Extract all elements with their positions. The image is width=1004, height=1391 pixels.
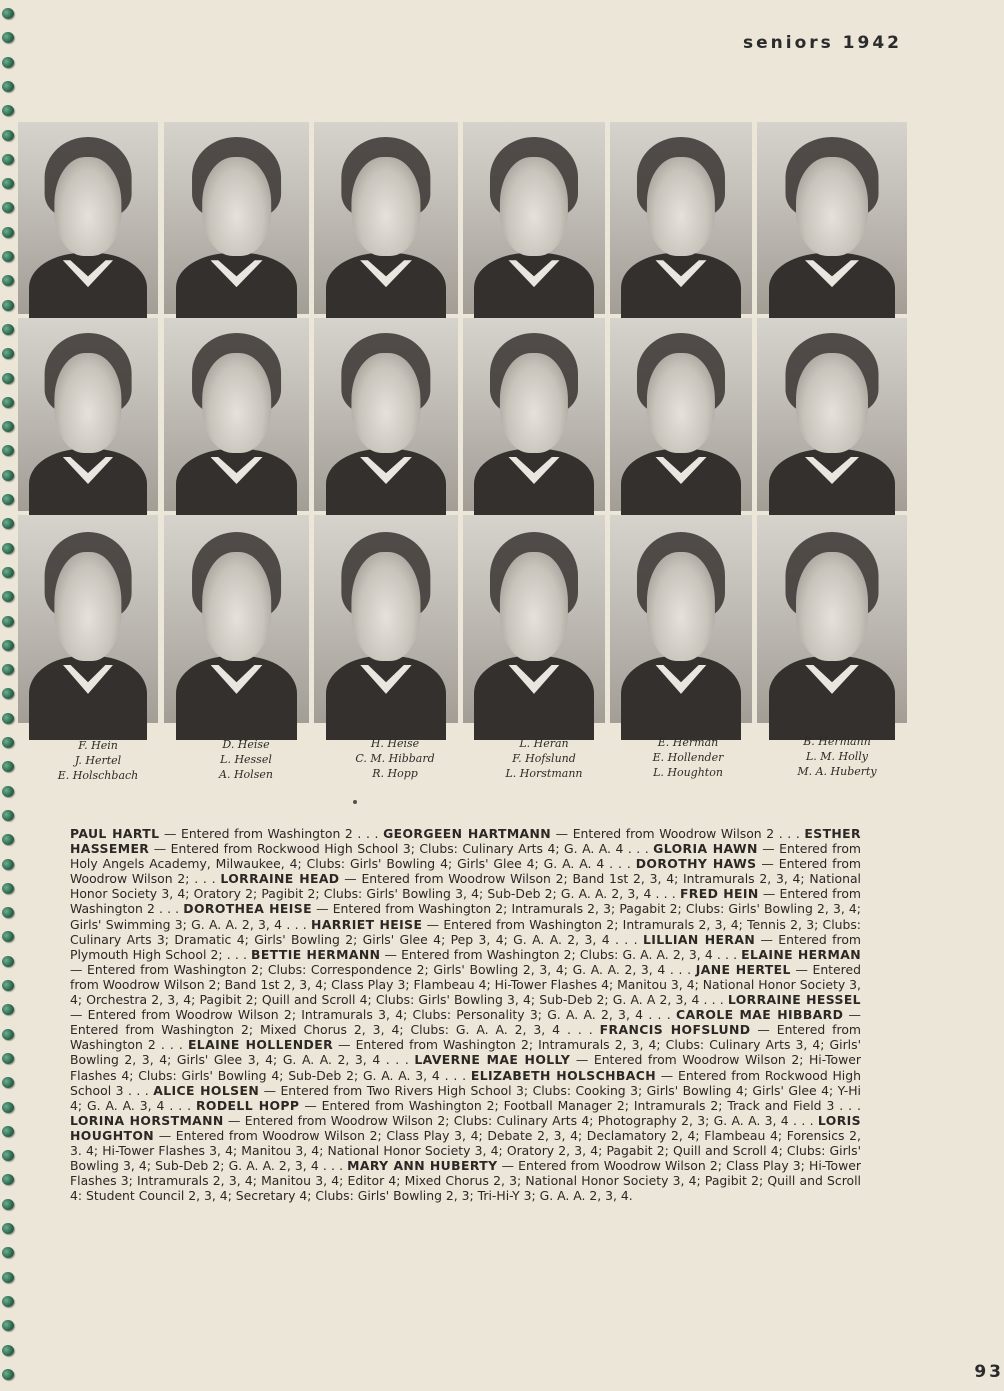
spiral-coil [2, 786, 14, 797]
bio-name: ELIZABETH HOLSCHBACH [470, 1067, 656, 1083]
bio-name: CAROLE MAE HIBBARD [675, 1007, 844, 1023]
bio-text: Entered from Washington 2; Intramurals 2, 3; Pagabit 2; Clubs: Girls' Bowling 2, 3, 4; Girls' Swimming 3; G. A. A. 2, 3, 4 . . . [70, 901, 861, 932]
portrait-head [54, 552, 121, 660]
spiral-coil [2, 130, 14, 141]
caption-name: D. Heise [222, 738, 270, 751]
senior-portrait [164, 515, 309, 723]
bio-name: MARY ANN HUBERTY [347, 1158, 498, 1174]
spiral-coil [2, 154, 14, 165]
portrait-head [202, 353, 272, 453]
portrait-head [796, 157, 868, 257]
spiral-coil [2, 1174, 14, 1185]
portrait-head [647, 552, 715, 660]
senior-portrait [610, 515, 752, 723]
caption-name: R. Hopp [372, 767, 418, 780]
portrait-head [202, 157, 272, 257]
portrait-body [474, 656, 593, 739]
spiral-coil [2, 8, 14, 19]
caption-name: L. Houghton [653, 766, 723, 779]
caption-name: A. Holsen [219, 768, 273, 781]
bio-text: Entered from Woodrow Wilson 2; Clubs: Culinary Arts 4; Photography 2, 3; G. A. A. 3, 4 . . . [244, 1112, 814, 1128]
senior-portrait [18, 515, 158, 723]
portrait-head [351, 552, 420, 660]
portrait-body [326, 656, 447, 739]
spiral-coil [2, 1077, 14, 1088]
bio-name: HARRIET HEISE [311, 916, 423, 932]
spiral-coil [2, 737, 14, 748]
bio-text: Entered from Woodrow Wilson 2; Band 1st 2, 3, 4; Intramurals 2, 3, 4; National Honor Society 3, 4; Oratory 2; Pagibit 2; Clubs: Girls' Bowling 3, 4; Sub-Deb 2; G. A. A. 2, 3, 4 . . . [70, 871, 861, 902]
bio-text: Entered from Washington 2; Clubs: Correspondence 2; Girls' Bowling 2, 3, 4; G. A. A. 2, 3, 4 . . . [87, 961, 692, 977]
spiral-coil [2, 859, 14, 870]
caption-name: E. Herman [657, 736, 719, 749]
spiral-coil [2, 1345, 14, 1356]
bio-text: Entered from Two Rivers High School 3; Clubs: Cooking 3; Girls' Bowling 4; Girls' Glee 4; Y-Hi 4; G. A. A. 3, 4 . . . [70, 1082, 861, 1113]
senior-portrait [164, 122, 309, 314]
senior-portrait [757, 515, 907, 723]
spiral-coil [2, 348, 14, 359]
spiral-coil [2, 1223, 14, 1234]
bio-text: Entered from Washington 2; Mixed Chorus 2, 3, 4; Clubs: G. A. A. 2, 3, 4 . . . [70, 1022, 593, 1038]
portrait-body [621, 656, 740, 739]
bio-text: Entered from Woodrow Wilson 2; . . . [70, 856, 861, 887]
spiral-coil [2, 591, 14, 602]
spiral-coil [2, 105, 14, 116]
portrait-caption [762, 734, 912, 779]
bio-text: Entered from Woodrow Wilson 2; Intramurals 3, 4; Clubs: Personality 3; G. A. A. 2, 3, 4 . . . [87, 1007, 671, 1023]
spiral-coil [2, 907, 14, 918]
bio-text: Entered from Woodrow Wilson 2; Class Play 3; Hi-Tower Flashes 3; Intramurals 2, 3, 4; Manitou 3, 4; Editor 4; Mixed Chorus 2, 3; National Honor Society 3, 4; Pagibit 2; Quill and Scroll 4: Student Council 2, 3, 4; Secretary 4; Clubs: Girls' Bowling 2, 3; Tri-Hi-Y 3; G. A. A. 2, 3, 4. [70, 1158, 861, 1204]
page-number: 93 [974, 1362, 1004, 1382]
portrait-head [54, 157, 121, 257]
spiral-coil [2, 227, 14, 238]
spiral-coil [2, 713, 14, 724]
spiral-coil [2, 32, 14, 43]
bio-text: Entered from Woodrow Wilson 2 . . . [572, 826, 800, 841]
bio-text: Entered from Woodrow Wilson 2; Band 1st 2, 3, 4; Class Play 3; Flambeau 4; Hi-Tower Flashes 4; Manitou 3, 4; National Honor Society 3, 4; Orchestra 2, 3, 4; Pagibit 2; Quill and Scroll 4; Clubs: Girls' Bowling 3, 4; Sub-Deb 2; G. A. A 2, 3, 4 . . . [70, 961, 861, 1008]
spiral-coil [2, 397, 14, 408]
spiral-binding [0, 0, 16, 1391]
bio-name: ELAINE HOLLENDER [187, 1037, 334, 1053]
spiral-coil [2, 543, 14, 554]
senior-portrait [610, 318, 752, 511]
spiral-coil [2, 275, 14, 286]
caption-name: J. Hertel [74, 754, 122, 767]
spiral-coil [2, 373, 14, 384]
portrait-body [769, 656, 895, 739]
bio-name: LILLIAN HERAN [642, 931, 756, 947]
bio-text: Entered from Rockwood High School 3; Clubs: Culinary Arts 4; G. A. A. 4 . . . [170, 841, 649, 857]
bio-name: LORIS HOUGHTON [70, 1112, 861, 1143]
bio-text: Entered from Washington 2; Intramurals 2, 3, 4; Tennis 2, 3; Clubs: Culinary Arts 3; Dramatic 4; Girls' Bowling 2; Girls' Glee 4; Pep 3, 4; G. A. A. 2, 3, 4 . . . [70, 916, 861, 947]
caption-name: L. Hessel [220, 753, 272, 766]
bio-name: DOROTHY HAWS [635, 856, 757, 872]
speck [353, 800, 357, 804]
caption-name: L. Horstmann [505, 767, 583, 780]
caption-name: B. Hermann [803, 735, 871, 748]
bio-text: Entered from Rockwood High School 3 . . . [70, 1067, 861, 1098]
spiral-coil [2, 1199, 14, 1210]
portrait-caption [171, 737, 321, 782]
senior-bios: PAUL HARTL — Entered from Washington 2 . . . GEORGEEN HARTMANN — Entered from Woodrow Wilson 2 . . . ESTHER HASSEMER — Entered from Rockwood High School 3; Clubs: Culinary Arts 4; G. A. A. 4 . . . GLORIA HAWN — Entered from Holy Angels Academy, Milwaukee, 4; Clubs: Girls' Bowling 4; Girls' Glee 4; G. A. A. 4 . . . DOROTHY HAWS — Entered from Woodrow Wilson 2; . . . LORRAINE HEAD — Entered from Woodrow Wilson 2; Band 1st 2, 3, 4; Intramurals 2, 3, 4; National Honor Society 3, 4; Oratory 2; Pagibit 2; Clubs: Girls' Bowling 3, 4; Sub-Deb 2; G. A. A. 2, 3, 4 . . . FRED HEIN — Entered from Washington 2 . . . DOROTHEA HEISE — Entered from Washington 2; Intramurals 2, 3; Pagabit 2; Clubs: Girls' Bowling 2, 3, 4; Girls' Swimming 3; G. A. A. 2, 3, 4 . . . HARRIET HEISE — Entered from Washington 2; Intramurals 2, 3, 4; Tennis 2, 3; Clubs: Culinary Arts 3; Dramatic 4; Girls' Bowling 2; Girls' Glee 4; Pep 3, 4; G. A. A. 2, 3, 4 . . . LILLIAN HERAN — Entered from Plymouth High School 2; . . . BETTIE HERMANN — Entered from Washington 2; Clubs: G. A. A. 2, 3, 4 . . . ELAINE HERMAN — Entered from Washington 2; Clubs: Correspondence 2; Girls' Bowling 2, 3, 4; G. A. A. 2, 3, 4 . . . JANE HERTEL — Entered from Woodrow Wilson 2; Band 1st 2, 3, 4; Class Play 3; Flambeau 4; Hi-Tower Flashes 4; Manitou 3, 4; National Honor Society 3, 4; Orchestra 2, 3, 4; Pagibit 2; Quill and Scroll 4; Clubs: Girls' Bowling 3, 4; Sub-Deb 2; G. A. A 2, 3, 4 . . . LORRAINE HESSEL — Entered from Woodrow Wilson 2; Intramurals 3, 4; Clubs: Personality 3; G. A. A. 2, 3, 4 . . . CAROLE MAE HIBBARD — Entered from Washington 2; Mixed Chorus 2, 3, 4; Clubs: G. A. A. 2, 3, 4 . . . FRANCIS HOFSLUND — Entered from Washington 2 . . . ELAINE HOLLENDER — Entered from Washington 2; Intramurals 2, 3, 4; Clubs: Culinary Arts 3, 4; Girls' Bowling 2, 3, 4; Girls' Glee 3, 4; G. A. A. 2, 3, 4 . . . LAVERNE MAE HOLLY — Entered from Woodrow Wilson 2; Hi-Tower Flashes 4; Clubs: Girls' Bowling 4; Sub-Deb 2; G. A. A. 3, 4 . . . ELIZABETH HOLSCHBACH — Entered from Rockwood High School 3 . . . ALICE HOLSEN — Entered from Two Rivers High School 3; Clubs: Cooking 3; Girls' Bowling 4; Girls' Glee 4; Y-Hi 4; G. A. A. 3, 4 . . . RODELL HOPP — Entered from Washington 2; Football Manager 2; Intramurals 2; Track and Field 3 . . . LORINA HORSTMANN — Entered from Woodrow Wilson 2; Clubs: Culinary Arts 4; Photography 2, 3; G. A. A. 3, 4 . . . LORIS HOUGHTON — Entered from Woodrow Wilson 2; Class Play 3, 4; Debate 2, 3, 4; Declamatory 2, 4; Flambeau 4; Forensics 2, 3. 4; Hi-Tower Flashes 3, 4; Manitou 3, 4; National Honor Society 3, 4; Oratory 2, 3, 4; Pagabit 2; Quill and Scroll 4; Clubs: Girls' Bowling 3, 4; Sub-Deb 2; G. A. A. 2, 3, 4 . . . MARY ANN HUBERTY — Entered from Woodrow Wilson 2; Class Play 3; Hi-Tower Flashes 3; Intramurals 2, 3, 4; Manitou 3, 4; Editor 4; Mixed Chorus 2, 3; National Honor Society 3, 4; Pagibit 2; Quill and Scroll 4: Student Council 2, 3, 4; Secretary 4; Clubs: Girls' Bowling 2, 3; Tri-Hi-Y 3; G. A. A. 2, 3, 4. [70, 826, 861, 1204]
bio-name: ESTHER HASSEMER [70, 826, 861, 857]
portrait-head [54, 353, 121, 453]
spiral-coil [2, 494, 14, 505]
portrait-head [647, 157, 715, 257]
bio-name: ALICE HOLSEN [153, 1082, 260, 1098]
spiral-coil [2, 202, 14, 213]
bio-name: RODELL HOPP [195, 1097, 300, 1113]
portrait-body [176, 656, 298, 739]
bio-name: ELAINE HERMAN [741, 946, 861, 962]
bio-text: Entered from Washington 2; Clubs: G. A. A. 2, 3, 4 . . . [401, 946, 738, 962]
bio-name: BETTIE HERMANN [251, 946, 381, 962]
bio-name: LAVERNE MAE HOLLY [414, 1052, 571, 1068]
portrait-head [796, 552, 868, 660]
spiral-coil [2, 761, 14, 772]
caption-name: F. Hein [78, 739, 118, 752]
spiral-coil [2, 178, 14, 189]
spiral-coil [2, 810, 14, 821]
senior-portrait [463, 318, 605, 511]
bio-text: Entered from Woodrow Wilson 2; Class Play 3, 4; Debate 2, 3, 4; Declamatory 2, 4; Flambeau 4; Forensics 2, 3. 4; Hi-Tower Flashes 3, 4; Manitou 3, 4; National Honor Society 3, 4; Oratory 2, 3, 4; Pagabit 2; Quill and Scroll 4; Clubs: Girls' Bowling 3, 4; Sub-Deb 2; G. A. A. 2, 3, 4 . . . [70, 1127, 861, 1174]
senior-portrait [314, 122, 458, 314]
spiral-coil [2, 567, 14, 578]
bio-text: Entered from Holy Angels Academy, Milwaukee, 4; Clubs: Girls' Bowling 4; Girls' Glee 4; G. A. A. 4 . . . [70, 841, 861, 872]
bio-name: GEORGEEN HARTMANN [383, 826, 552, 841]
portrait-grid [18, 122, 908, 723]
spiral-coil [2, 1126, 14, 1137]
caption-name: E. Holschbach [57, 769, 139, 782]
caption-name: C. M. Hibbard [355, 752, 435, 765]
portrait-head [500, 353, 568, 453]
spiral-coil [2, 1296, 14, 1307]
spiral-coil [2, 688, 14, 699]
bio-name: FRED HEIN [679, 886, 759, 902]
spiral-coil [2, 57, 14, 68]
portrait-head [351, 353, 420, 453]
portrait-head [500, 552, 568, 660]
spiral-coil [2, 445, 14, 456]
senior-portrait [610, 122, 752, 314]
portrait-head [647, 353, 715, 453]
portrait-caption [23, 738, 173, 783]
caption-name: L. M. Holly [805, 750, 869, 763]
spiral-coil [2, 251, 14, 262]
bio-name: LORRAINE HEAD [220, 871, 340, 887]
spiral-coil [2, 518, 14, 529]
spiral-coil [2, 956, 14, 967]
senior-portrait [314, 515, 458, 723]
page-header: seniors 1942 [743, 33, 902, 53]
caption-name: E. Hollender [652, 751, 724, 764]
bio-name: DOROTHEA HEISE [183, 901, 312, 917]
spiral-coil [2, 1272, 14, 1283]
bio-text: Entered from Washington 2; Intramurals 2, 3, 4; Clubs: Culinary Arts 3, 4; Girls' Bowling 2, 3, 4; Girls' Glee 3, 4; G. A. A. 2, 3, 4 . . . [70, 1037, 861, 1068]
bio-name: LORRAINE HESSEL [727, 992, 861, 1008]
spiral-coil [2, 664, 14, 675]
spiral-coil [2, 324, 14, 335]
senior-portrait [18, 122, 158, 314]
senior-portrait [757, 122, 907, 314]
bio-name: JANE HERTEL [695, 961, 791, 977]
spiral-coil [2, 470, 14, 481]
bio-text: Entered from Washington 2 . . . [70, 1022, 861, 1053]
spiral-coil [2, 616, 14, 627]
bio-text: Entered from Plymouth High School 2; . . . [70, 931, 861, 962]
portrait-body [29, 656, 147, 739]
senior-portrait [463, 515, 605, 723]
spiral-coil [2, 834, 14, 845]
bio-name: GLORIA HAWN [653, 841, 758, 857]
spiral-coil [2, 300, 14, 311]
bio-name: FRANCIS HOFSLUND [599, 1022, 751, 1038]
senior-portrait [314, 318, 458, 511]
spiral-coil [2, 81, 14, 92]
spiral-coil [2, 1320, 14, 1331]
portrait-head [351, 157, 420, 257]
senior-portrait [757, 318, 907, 511]
spiral-coil [2, 1150, 14, 1161]
caption-name: L. Heran [519, 737, 569, 750]
portrait-caption [469, 736, 619, 781]
spiral-coil [2, 1247, 14, 1258]
portrait-head [202, 552, 272, 660]
spiral-coil [2, 421, 14, 432]
spiral-coil [2, 1053, 14, 1064]
caption-name: M. A. Huberty [797, 765, 877, 778]
caption-name: H. Heise [370, 737, 420, 750]
portrait-caption [320, 736, 470, 781]
senior-portrait [164, 318, 309, 511]
bio-text: Entered from Washington 2 . . . [181, 826, 379, 841]
bio-name: LORINA HORSTMANN [70, 1112, 224, 1128]
senior-portrait [463, 122, 605, 314]
spiral-coil [2, 980, 14, 991]
spiral-coil [2, 1369, 14, 1380]
bio-text: Entered from Washington 2 . . . [70, 886, 861, 917]
spiral-coil [2, 931, 14, 942]
portrait-caption [613, 735, 763, 780]
spiral-coil [2, 1004, 14, 1015]
caption-name: F. Hofslund [512, 752, 576, 765]
spiral-coil [2, 1029, 14, 1040]
bio-text: Entered from Washington 2; Football Manager 2; Intramurals 2; Track and Field 3 . . . [321, 1097, 861, 1113]
spiral-coil [2, 640, 14, 651]
spiral-coil [2, 883, 14, 894]
bio-name: PAUL HARTL [70, 826, 160, 841]
portrait-head [500, 157, 568, 257]
portrait-head [796, 353, 868, 453]
spiral-coil [2, 1102, 14, 1113]
bio-text: Entered from Woodrow Wilson 2; Hi-Tower Flashes 4; Clubs: Girls' Bowling 4; Sub-Deb 2; G. A. A. 3, 4 . . . [70, 1052, 861, 1083]
senior-portrait [18, 318, 158, 511]
